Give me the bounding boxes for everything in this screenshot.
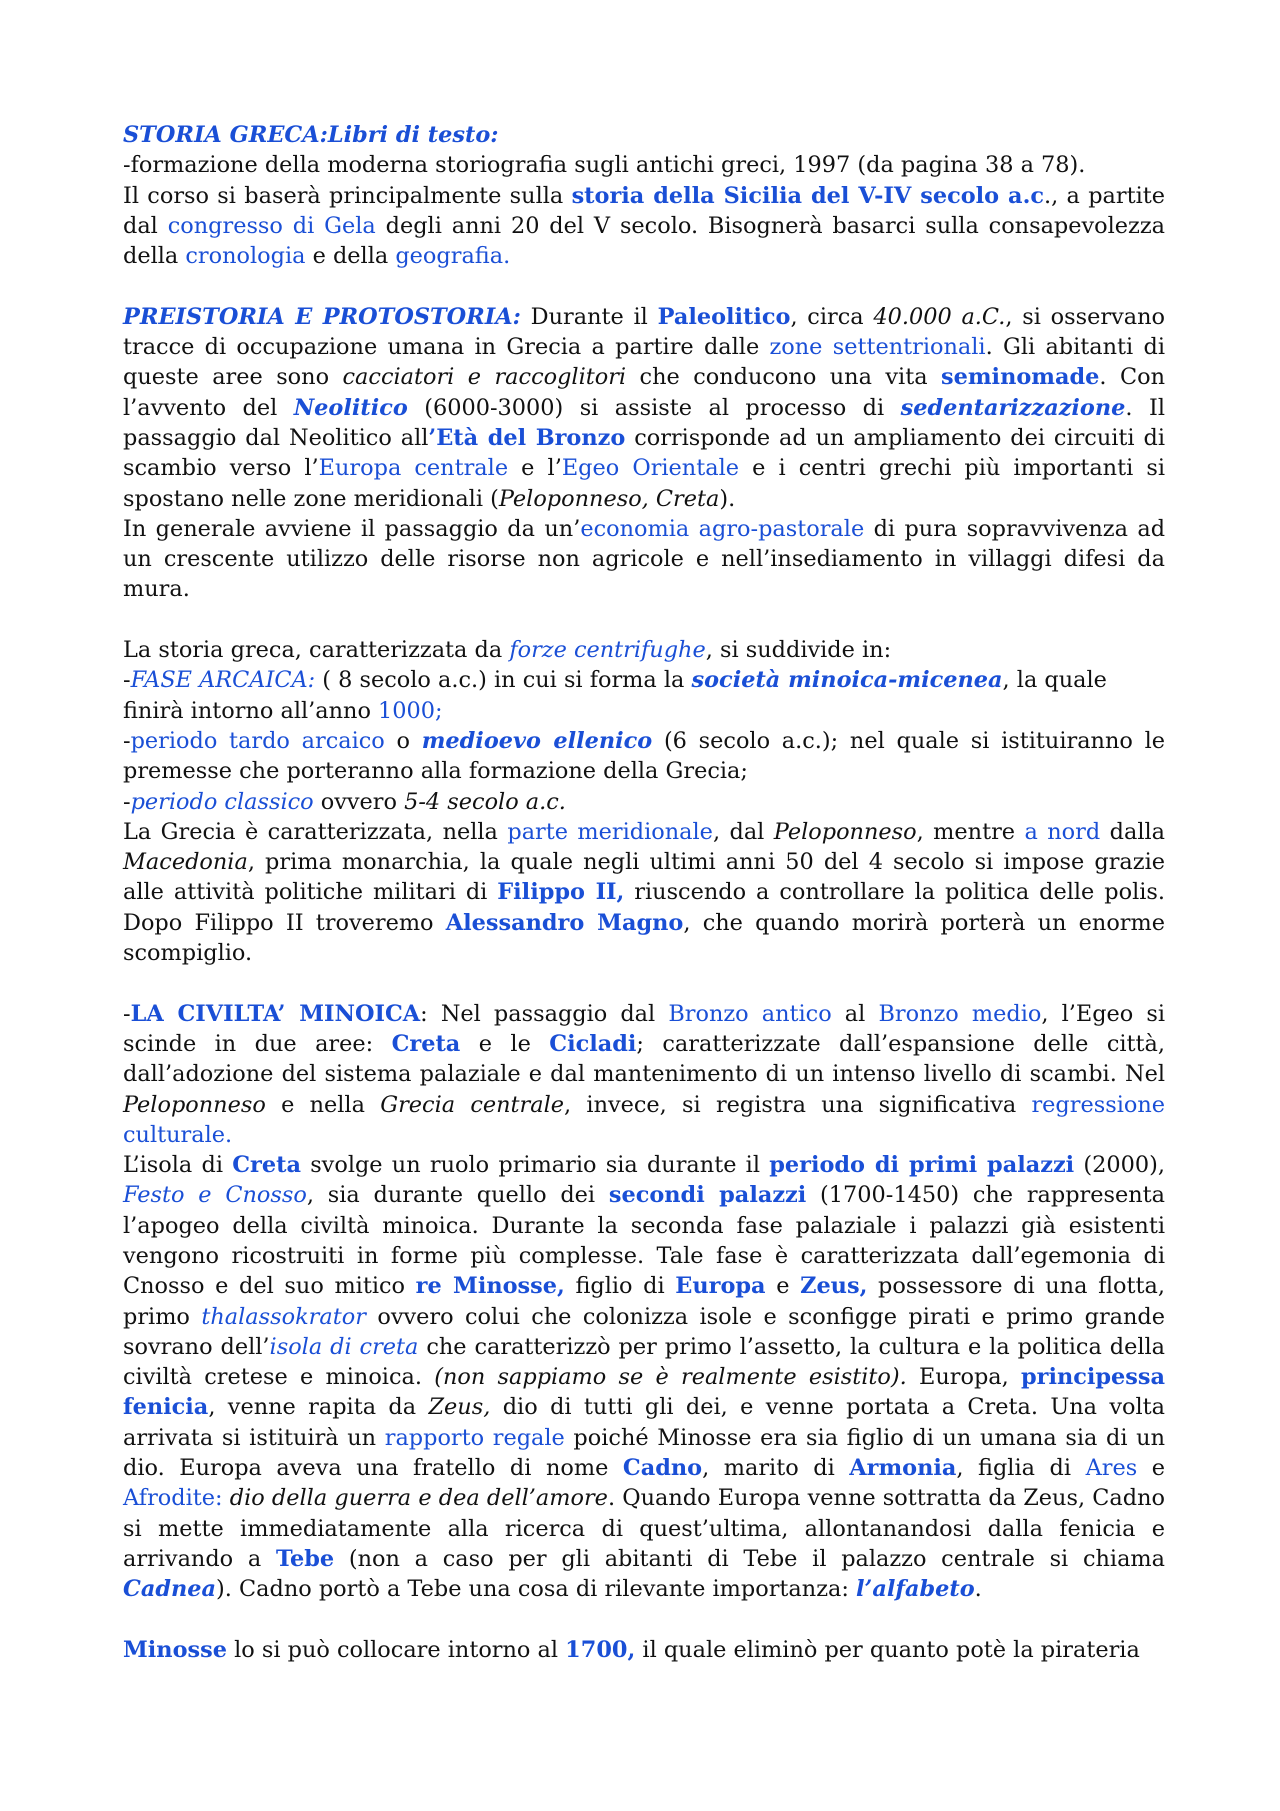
paragraph-minosse-1700: Minosse lo si può collocare intorno al 1700, il quale eliminò per quanto potè la pirateria bbox=[123, 1636, 1140, 1663]
paragraph-course-intro: Il corso si baserà principalmente sulla storia della Sicilia del V-IV secolo a.c., a partite dal congresso di Gela degli anni 20 del V secolo. Bisognerà basarci sulla consapevolezza della cronologia e della geografia. bbox=[123, 182, 1166, 270]
heading-storia-greca: STORIA GRECA:Libri di testo: bbox=[123, 122, 499, 148]
spacer bbox=[123, 968, 1165, 998]
spacer bbox=[123, 271, 1165, 301]
spacer bbox=[123, 605, 1165, 635]
paragraph-preistoria: PREISTORIA E PROTOSTORIA: Durante il Paleolitico, circa 40.000 a.C., si osservano tracce di occupazione umana in Grecia a partire dalle zone settentrionali. Gli abitanti di queste aree sono cacciatori e raccoglitori che conducono una vita seminomade. Con l’avvento del Neolitico (6000-3000) si assiste al processo di sedentarizzazione. Il passaggio dal Neolitico all’Età del Bronzo corrisponde ad un ampliamento dei circuiti di scambio verso l’Europa centrale e l’Egeo Orientale e i centri grechi più importanti si spostano nelle zone meridionali (Peloponneso, Creta). bbox=[123, 303, 1166, 512]
paragraph-economia: In generale avviene il passaggio da un’economia agro-pastorale di pura sopravvivenza ad un crescente utilizzo delle risorse non agricole e nell’insediamento in villaggi difesi da mura. bbox=[123, 515, 1166, 603]
paragraph-tardo-arcaico: -periodo tardo arcaico o medioevo ellenico (6 secolo a.c.); nel quale si istituiranno le premesse che porteranno alla formazione della Grecia; bbox=[123, 727, 1166, 785]
paragraph-suddivisione: La storia greca, caratterizzata da forze centrifughe, si suddivide in: bbox=[123, 637, 892, 664]
paragraph-civilta-minoica: -LA CIVILTA’ MINOICA: Nel passaggio dal Bronzo antico al Bronzo medio, l’Egeo si scinde in due aree: Creta e le Cicladi; caratterizzate dall’espansione delle città, dall’adozione del sistema palaziale e dal mantenimento di un intenso livello di scambi. Nel Peloponneso e nella Grecia centrale, invece, si registra una significativa regressione culturale. bbox=[123, 1000, 1166, 1148]
paragraph-fase-arcaica: -FASE ARCAICA: ( 8 secolo a.c.) in cui si forma la società minoica-micenea, la quale finirà intorno all’anno 1000; bbox=[123, 667, 1107, 724]
spacer bbox=[123, 1605, 1165, 1635]
textbook-line: -formazione della moderna storiografia sugli antichi greci, 1997 (da pagina 38 a 78). bbox=[123, 152, 1086, 179]
paragraph-periodo-classico: -periodo classico ovvero 5-4 secolo a.c. bbox=[123, 788, 566, 815]
heading-preistoria: PREISTORIA E PROTOSTORIA: bbox=[123, 303, 521, 330]
paragraph-creta-minosse: L’isola di Creta svolge un ruolo primario sia durante il periodo di primi palazzi (2000), Festo e Cnosso, sia durante quello dei secondi palazzi (1700-1450) che rappresenta l’apogeo della civiltà minoica. Durante la seconda fase palaziale i palazzi già esistenti vengono ricostruiti in forme più complesse. Tale fase è caratterizzata dall’egemonia di Cnosso e del suo mitico re Minosse, figlio di Europa e Zeus, possessore di una flotta, primo thalassokrator ovvero colui che colonizza isole e sconfigge pirati e primo grande sovrano dell’isola di creta che caratterizzò per primo l’assetto, la cultura e la politica della civiltà cretese e minoica. (non sappiamo se è realmente esistito). Europa, principessa fenicia, venne rapita da Zeus, dio di tutti gli dei, e venne portata a Creta. Una volta arrivata si istituirà un rapporto regale poiché Minosse era sia figlio di un umana sia di un dio. Europa aveva una fratello di nome Cadno, marito di Armonia, figlia di Ares e Afrodite: dio della guerra e dea dell’amore. Quando Europa venne sottratta da Zeus, Cadno si mette immediatamente alla ricerca di quest’ultima, allontanandosi dalla fenicia e arrivando a Tebe (non a caso per gli abitanti di Tebe il palazzo centrale si chiama Cadnea). Cadno portò a Tebe una cosa di rilevante importanza: l’alfabeto. bbox=[123, 1152, 1166, 1603]
paragraph-grecia-macedonia: La Grecia è caratterizzata, nella parte meridionale, dal Peloponneso, mentre a nord dalla Macedonia, prima monarchia, la quale negli ultimi anni 50 del 4 secolo si impose grazie alle attività politiche militari di Filippo II, riuscendo a controllare la politica delle polis. Dopo Filippo II troveremo Alessandro Magno, che quando morirà porterà un enorme scompiglio. bbox=[123, 818, 1165, 967]
